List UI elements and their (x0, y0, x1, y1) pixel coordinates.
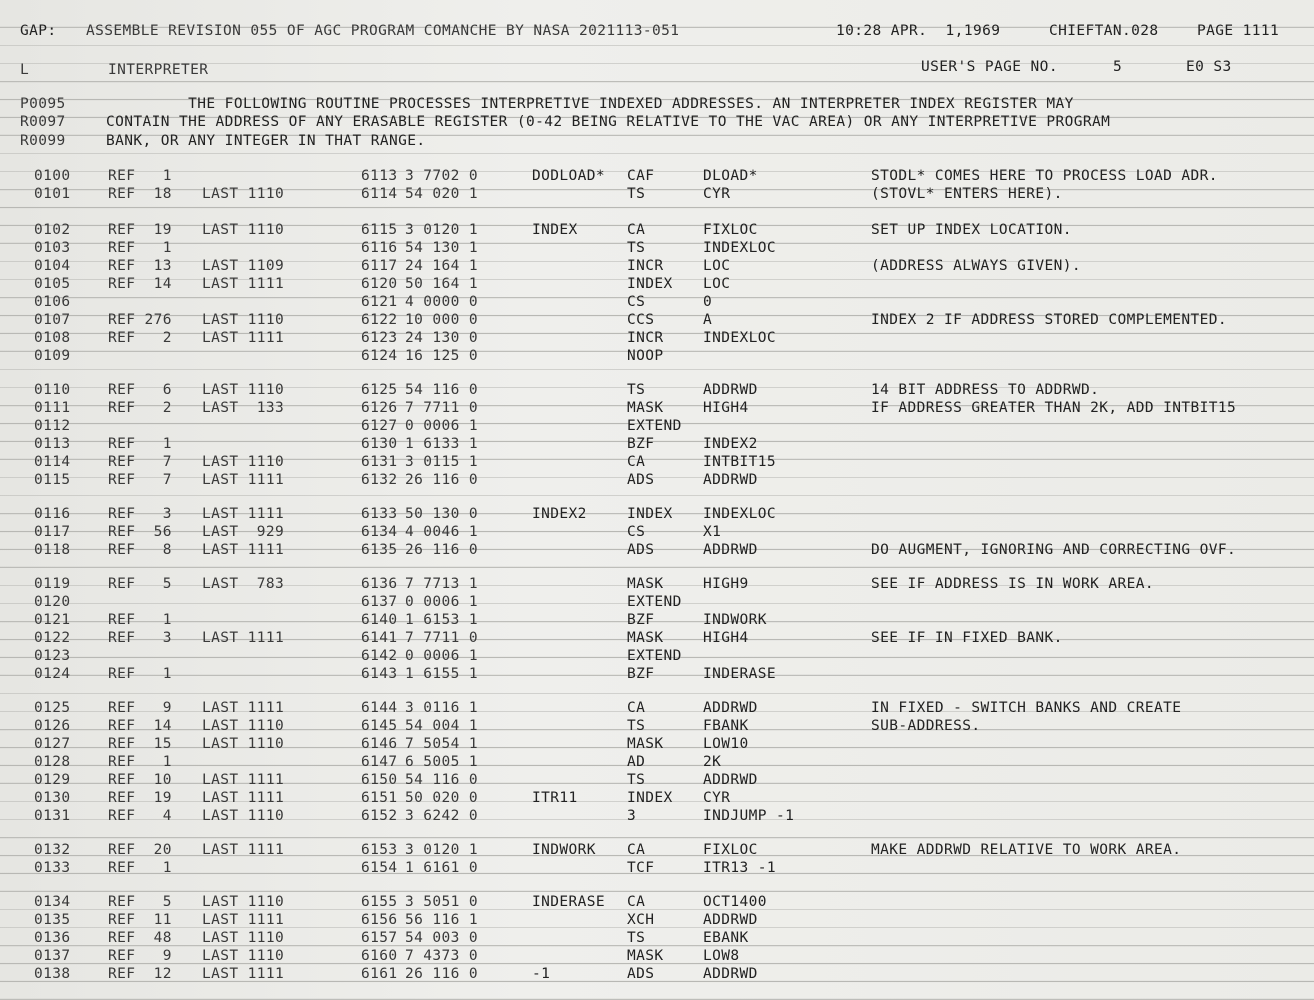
address: LOC (703, 258, 731, 274)
address: HIGH4 (703, 630, 749, 646)
opcode: BZF (627, 612, 655, 628)
last-ref: LAST 1111 (202, 790, 285, 806)
ref-count: REF 48 (108, 930, 172, 946)
address: LOC (703, 276, 731, 292)
object-code: 1 6155 1 (405, 666, 479, 682)
last-ref: LAST 1111 (202, 700, 285, 716)
seq-number: 0110 (34, 382, 71, 398)
address: INDJUMP -1 (703, 808, 795, 824)
seq-number: 0131 (34, 808, 71, 824)
remark-text: THE FOLLOWING ROUTINE PROCESSES INTERPRETIVE INDEXED ADDRESSES. AN INTERPRETER INDEX REGISTER MAY (106, 96, 1074, 112)
ref-count: REF 13 (108, 258, 172, 274)
location: 6123 (361, 330, 398, 346)
ref-count: REF 18 (108, 186, 172, 202)
location: 6130 (361, 436, 398, 452)
object-code: 26 116 0 (405, 472, 479, 488)
comment: STODL* COMES HERE TO PROCESS LOAD ADR. (871, 168, 1218, 184)
location: 6122 (361, 312, 398, 328)
address: 0 (703, 294, 713, 310)
seq-number: 0121 (34, 612, 71, 628)
location: 6144 (361, 700, 398, 716)
location: 6120 (361, 276, 398, 292)
last-ref: LAST 1111 (202, 630, 285, 646)
comment: MAKE ADDRWD RELATIVE TO WORK AREA. (871, 842, 1182, 858)
opcode: TS (627, 772, 646, 788)
seq-number: 0108 (34, 330, 71, 346)
last-ref: LAST 1110 (202, 454, 285, 470)
last-ref: LAST 1110 (202, 382, 285, 398)
opcode: MASK (627, 736, 664, 752)
location: 6145 (361, 718, 398, 734)
label: INDEX2 (532, 506, 587, 522)
opcode: 3 (627, 808, 637, 824)
opcode: INCR (627, 258, 664, 274)
comment: 14 BIT ADDRESS TO ADDRWD. (871, 382, 1100, 398)
object-code: 1 6153 1 (405, 612, 479, 628)
location: 6153 (361, 842, 398, 858)
location: 6161 (361, 966, 398, 982)
object-code: 7 5054 1 (405, 736, 479, 752)
object-code: 7 7713 1 (405, 576, 479, 592)
remark-id: R0099 (20, 133, 66, 149)
object-code: 6 5005 1 (405, 754, 479, 770)
section-code: E0 S3 (1186, 59, 1232, 75)
ref-count: REF 3 (108, 506, 172, 522)
last-ref: LAST 1109 (202, 258, 285, 274)
location: 6140 (361, 612, 398, 628)
opcode: TS (627, 240, 646, 256)
seq-number: 0135 (34, 912, 71, 928)
comment: SEE IF IN FIXED BANK. (871, 630, 1063, 646)
address: HIGH4 (703, 400, 749, 416)
label: -1 (532, 966, 551, 982)
seq-number: 0136 (34, 930, 71, 946)
location: 6121 (361, 294, 398, 310)
last-ref: LAST 1111 (202, 772, 285, 788)
location: 6133 (361, 506, 398, 522)
address: X1 (703, 524, 722, 540)
last-ref: LAST 1110 (202, 222, 285, 238)
address: ADDRWD (703, 912, 758, 928)
address: ADDRWD (703, 382, 758, 398)
location: 6150 (361, 772, 398, 788)
remark-id: R0097 (20, 114, 66, 130)
remark-text: CONTAIN THE ADDRESS OF ANY ERASABLE REGISTER (0-42 BEING RELATIVE TO THE VAC AREA) OR ANY INTERPRETIVE PROGRAM (106, 114, 1111, 130)
seq-number: 0134 (34, 894, 71, 910)
object-code: 54 116 0 (405, 772, 479, 788)
object-code: 3 0120 1 (405, 842, 479, 858)
seq-number: 0122 (34, 630, 71, 646)
opcode: MASK (627, 576, 664, 592)
location: 6124 (361, 348, 398, 364)
opcode: TCF (627, 860, 655, 876)
location: 6115 (361, 222, 398, 238)
ref-count: REF 1 (108, 754, 172, 770)
last-ref: LAST 1110 (202, 736, 285, 752)
last-ref: LAST 1110 (202, 718, 285, 734)
users-page-number: 5 (1113, 59, 1123, 75)
seq-number: 0105 (34, 276, 71, 292)
last-ref: LAST 1111 (202, 966, 285, 982)
object-code: 7 4373 0 (405, 948, 479, 964)
object-code: 54 116 0 (405, 382, 479, 398)
seq-number: 0115 (34, 472, 71, 488)
seq-number: 0124 (34, 666, 71, 682)
seq-number: 0116 (34, 506, 71, 522)
object-code: 24 164 1 (405, 258, 479, 274)
location: 6160 (361, 948, 398, 964)
opcode: MASK (627, 948, 664, 964)
last-ref: LAST 1111 (202, 842, 285, 858)
seq-number: 0117 (34, 524, 71, 540)
address: CYR (703, 790, 731, 806)
ref-count: REF 1 (108, 666, 172, 682)
ref-count: REF 2 (108, 330, 172, 346)
comment: (ADDRESS ALWAYS GIVEN). (871, 258, 1081, 274)
object-code: 3 5051 0 (405, 894, 479, 910)
address: LOW10 (703, 736, 749, 752)
location: 6135 (361, 542, 398, 558)
ref-count: REF 56 (108, 524, 172, 540)
object-code: 10 000 0 (405, 312, 479, 328)
ref-count: REF 14 (108, 276, 172, 292)
seq-number: 0111 (34, 400, 71, 416)
seq-number: 0132 (34, 842, 71, 858)
location: 6137 (361, 594, 398, 610)
comment: SUB-ADDRESS. (871, 718, 981, 734)
seq-number: 0128 (34, 754, 71, 770)
last-ref: LAST 1111 (202, 506, 285, 522)
address: A (703, 312, 713, 328)
object-code: 16 125 0 (405, 348, 479, 364)
location: 6157 (361, 930, 398, 946)
address: INTBIT15 (703, 454, 777, 470)
address: ADDRWD (703, 700, 758, 716)
location: 6125 (361, 382, 398, 398)
address: DLOAD* (703, 168, 758, 184)
object-code: 24 130 0 (405, 330, 479, 346)
ref-count: REF 1 (108, 436, 172, 452)
opcode: TS (627, 718, 646, 734)
ref-count: REF 1 (108, 168, 172, 184)
opcode: CA (627, 222, 646, 238)
ref-count: REF 11 (108, 912, 172, 928)
location: 6155 (361, 894, 398, 910)
seq-number: 0125 (34, 700, 71, 716)
comment: (STOVL* ENTERS HERE). (871, 186, 1063, 202)
opcode: TS (627, 382, 646, 398)
opcode: CS (627, 524, 646, 540)
seq-number: 0114 (34, 454, 71, 470)
object-code: 1 6161 0 (405, 860, 479, 876)
ref-count: REF 4 (108, 808, 172, 824)
opcode: CA (627, 894, 646, 910)
object-code: 0 0006 1 (405, 594, 479, 610)
seq-number: 0106 (34, 294, 71, 310)
ref-count: REF 10 (108, 772, 172, 788)
last-ref: LAST 783 (202, 576, 285, 592)
location: 6127 (361, 418, 398, 434)
last-ref: LAST 1111 (202, 276, 285, 292)
object-code: 56 116 1 (405, 912, 479, 928)
address: ITR13 -1 (703, 860, 777, 876)
object-code: 54 130 1 (405, 240, 479, 256)
seq-number: 0100 (34, 168, 71, 184)
address: 2K (703, 754, 722, 770)
opcode: CAF (627, 168, 655, 184)
seq-number: 0123 (34, 648, 71, 664)
opcode: ADS (627, 966, 655, 982)
ref-count: REF 5 (108, 894, 172, 910)
object-code: 0 0006 1 (405, 648, 479, 664)
location: 6141 (361, 630, 398, 646)
seq-number: 0133 (34, 860, 71, 876)
location: 6126 (361, 400, 398, 416)
location: 6132 (361, 472, 398, 488)
location: 6134 (361, 524, 398, 540)
opcode: INDEX (627, 506, 673, 522)
ref-count: REF 1 (108, 240, 172, 256)
location: 6156 (361, 912, 398, 928)
users-page-label: USER'S PAGE NO. (921, 59, 1058, 75)
ref-count: REF 20 (108, 842, 172, 858)
location: 6147 (361, 754, 398, 770)
object-code: 50 130 0 (405, 506, 479, 522)
seq-number: 0126 (34, 718, 71, 734)
last-ref: LAST 133 (202, 400, 285, 416)
last-ref: LAST 1110 (202, 808, 285, 824)
ref-count: REF 7 (108, 454, 172, 470)
header-page: PAGE 1111 (1197, 23, 1280, 39)
remark-id: P0095 (20, 96, 66, 112)
ref-count: REF 276 (108, 312, 172, 328)
seq-number: 0120 (34, 594, 71, 610)
opcode: CA (627, 454, 646, 470)
opcode: MASK (627, 400, 664, 416)
address: EBANK (703, 930, 749, 946)
opcode: BZF (627, 436, 655, 452)
location: 6151 (361, 790, 398, 806)
opcode: CCS (627, 312, 655, 328)
ref-count: REF 15 (108, 736, 172, 752)
object-code: 54 020 1 (405, 186, 479, 202)
object-code: 3 0116 1 (405, 700, 479, 716)
opcode: BZF (627, 666, 655, 682)
address: FIXLOC (703, 842, 758, 858)
location: 6143 (361, 666, 398, 682)
opcode: MASK (627, 630, 664, 646)
object-code: 50 164 1 (405, 276, 479, 292)
opcode: TS (627, 930, 646, 946)
object-code: 1 6133 1 (405, 436, 479, 452)
location: 6146 (361, 736, 398, 752)
ref-count: REF 5 (108, 576, 172, 592)
address: ADDRWD (703, 472, 758, 488)
object-code: 7 7711 0 (405, 400, 479, 416)
seq-number: 0127 (34, 736, 71, 752)
label: INDERASE (532, 894, 606, 910)
address: OCT1400 (703, 894, 767, 910)
address: INDEXLOC (703, 330, 777, 346)
comment: INDEX 2 IF ADDRESS STORED COMPLEMENTED. (871, 312, 1228, 328)
address: LOW8 (703, 948, 740, 964)
opcode: ADS (627, 542, 655, 558)
address: CYR (703, 186, 731, 202)
location: 6131 (361, 454, 398, 470)
opcode: ADS (627, 472, 655, 488)
location: 6117 (361, 258, 398, 274)
seq-number: 0103 (34, 240, 71, 256)
address: ADDRWD (703, 772, 758, 788)
opcode: EXTEND (627, 648, 682, 664)
ref-count: REF 1 (108, 612, 172, 628)
last-ref: LAST 1110 (202, 930, 285, 946)
last-ref: LAST 1111 (202, 472, 285, 488)
object-code: 50 020 0 (405, 790, 479, 806)
address: HIGH9 (703, 576, 749, 592)
seq-number: 0137 (34, 948, 71, 964)
remark-text: BANK, OR ANY INTEGER IN THAT RANGE. (106, 133, 426, 149)
opcode: EXTEND (627, 418, 682, 434)
last-ref: LAST 1110 (202, 894, 285, 910)
seq-number: 0138 (34, 966, 71, 982)
header-gap: GAP: (20, 23, 57, 39)
seq-number: 0109 (34, 348, 71, 364)
opcode: CS (627, 294, 646, 310)
last-ref: LAST 1111 (202, 330, 285, 346)
comment: SET UP INDEX LOCATION. (871, 222, 1072, 238)
ref-count: REF 14 (108, 718, 172, 734)
seq-number: 0104 (34, 258, 71, 274)
last-ref: LAST 1111 (202, 912, 285, 928)
seq-number: 0129 (34, 772, 71, 788)
opcode: XCH (627, 912, 655, 928)
seq-number: 0107 (34, 312, 71, 328)
object-code: 3 6242 0 (405, 808, 479, 824)
object-code: 26 116 0 (405, 966, 479, 982)
address: INDWORK (703, 612, 767, 628)
object-code: 54 004 1 (405, 718, 479, 734)
last-ref: LAST 1110 (202, 312, 285, 328)
object-code: 7 7711 0 (405, 630, 479, 646)
address: INDEX2 (703, 436, 758, 452)
object-code: 0 0006 1 (405, 418, 479, 434)
location: 6154 (361, 860, 398, 876)
opcode: AD (627, 754, 646, 770)
object-code: 3 0115 1 (405, 454, 479, 470)
label: INDWORK (532, 842, 596, 858)
object-code: 3 0120 1 (405, 222, 479, 238)
opcode: INDEX (627, 276, 673, 292)
header-job: CHIEFTAN.028 (1049, 23, 1159, 39)
location: 6136 (361, 576, 398, 592)
object-code: 54 003 0 (405, 930, 479, 946)
ref-count: REF 9 (108, 948, 172, 964)
seq-number: 0102 (34, 222, 71, 238)
address: INDEXLOC (703, 506, 777, 522)
comment: SEE IF ADDRESS IS IN WORK AREA. (871, 576, 1155, 592)
ref-count: REF 8 (108, 542, 172, 558)
address: FBANK (703, 718, 749, 734)
address: FIXLOC (703, 222, 758, 238)
last-ref: LAST 929 (202, 524, 285, 540)
header-datetime: 10:28 APR. 1,1969 (836, 23, 1001, 39)
opcode: EXTEND (627, 594, 682, 610)
ref-count: REF 19 (108, 222, 172, 238)
location: 6116 (361, 240, 398, 256)
opcode: TS (627, 186, 646, 202)
seq-number: 0119 (34, 576, 71, 592)
last-ref: LAST 1110 (202, 948, 285, 964)
object-code: 4 0000 0 (405, 294, 479, 310)
ref-count: REF 12 (108, 966, 172, 982)
location: 6152 (361, 808, 398, 824)
ref-count: REF 3 (108, 630, 172, 646)
address: INDERASE (703, 666, 777, 682)
opcode: CA (627, 700, 646, 716)
label: ITR11 (532, 790, 578, 806)
ref-count: REF 1 (108, 860, 172, 876)
seq-number: 0113 (34, 436, 71, 452)
seq-number: 0118 (34, 542, 71, 558)
opcode: INCR (627, 330, 664, 346)
subheader-type: L (20, 62, 30, 78)
opcode: NOOP (627, 348, 664, 364)
seq-number: 0101 (34, 186, 71, 202)
object-code: 4 0046 1 (405, 524, 479, 540)
location: 6113 (361, 168, 398, 184)
label: INDEX (532, 222, 578, 238)
ref-count: REF 19 (108, 790, 172, 806)
label: DODLOAD* (532, 168, 606, 184)
ref-count: REF 9 (108, 700, 172, 716)
subheader-section: INTERPRETER (108, 62, 209, 78)
ref-count: REF 6 (108, 382, 172, 398)
comment: DO AUGMENT, IGNORING AND CORRECTING OVF. (871, 542, 1237, 558)
address: ADDRWD (703, 542, 758, 558)
location: 6142 (361, 648, 398, 664)
address: INDEXLOC (703, 240, 777, 256)
comment: IF ADDRESS GREATER THAN 2K, ADD INTBIT15 (871, 400, 1237, 416)
opcode: CA (627, 842, 646, 858)
seq-number: 0130 (34, 790, 71, 806)
address: ADDRWD (703, 966, 758, 982)
location: 6114 (361, 186, 398, 202)
ref-count: REF 7 (108, 472, 172, 488)
last-ref: LAST 1111 (202, 542, 285, 558)
object-code: 26 116 0 (405, 542, 479, 558)
seq-number: 0112 (34, 418, 71, 434)
last-ref: LAST 1110 (202, 186, 285, 202)
object-code: 3 7702 0 (405, 168, 479, 184)
ref-count: REF 2 (108, 400, 172, 416)
header-title: ASSEMBLE REVISION 055 OF AGC PROGRAM COMANCHE BY NASA 2021113-051 (86, 23, 680, 39)
opcode: INDEX (627, 790, 673, 806)
comment: IN FIXED - SWITCH BANKS AND CREATE (871, 700, 1182, 716)
